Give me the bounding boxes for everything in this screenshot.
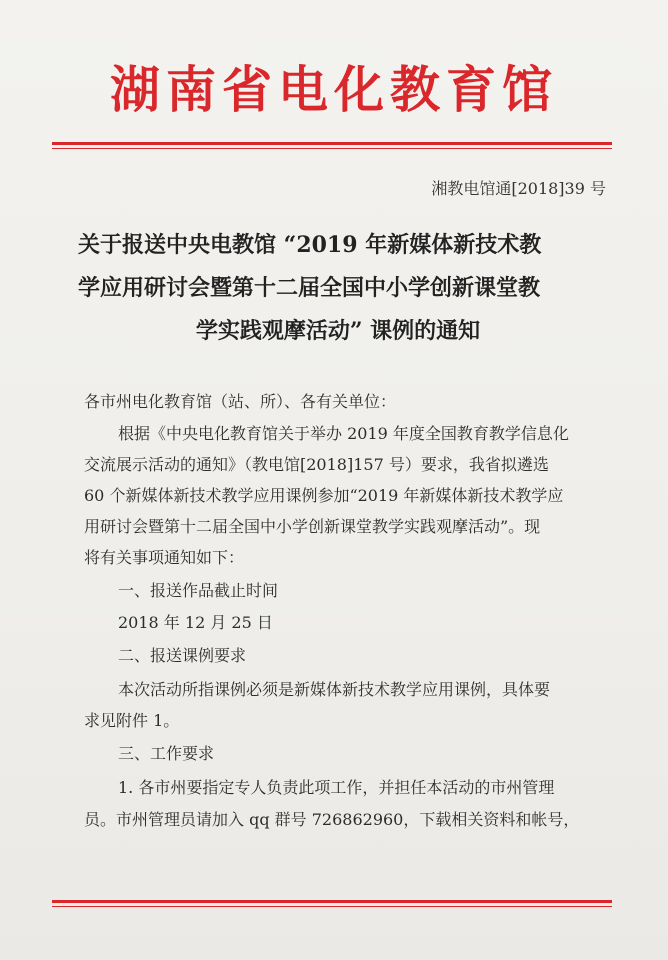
deadline-date: 2018 年 12 月 25 日	[118, 613, 273, 632]
letterhead-rule-thick	[52, 142, 612, 145]
notice-title-line: 学实践观摩活动” 课例的通知	[195, 318, 481, 344]
notice-title-line: 学应用研讨会暨第十二届全国中小学创新课堂教	[78, 275, 541, 301]
letterhead-title: 湖南省电化教育馆	[110, 61, 558, 119]
paragraph-line: 员。市州管理员请加入 qq 群号 726862960，下载相关资料和帐号，	[84, 810, 580, 829]
document-number: 湘教电馆通[2018]39 号	[431, 179, 606, 198]
letterhead-rule-thin	[52, 148, 612, 149]
notice-title	[78, 224, 598, 353]
paragraph-line: 1. 各市州要指定专人负责此项工作，并担任本活动的市州管理	[118, 778, 555, 797]
paragraph-line: 本次活动所指课例必须是新媒体新技术教学应用课例，具体要	[118, 680, 551, 699]
paragraph-line: 将有关事项通知如下：	[84, 548, 245, 567]
notice-title-line: 关于报送中央电教馆 “2019 年新媒体新技术教	[78, 232, 542, 258]
section-heading: 三、工作要求	[118, 744, 215, 763]
section-heading: 二、报送课例要求	[118, 646, 247, 665]
salutation: 各市州电化教育馆（站、所）、各有关单位：	[84, 392, 397, 411]
section-heading: 一、报送作品截止时间	[118, 581, 279, 600]
paragraph-line: 根据《中央电化教育馆关于举办 2019 年度全国教育教学信息化	[118, 424, 569, 443]
footer-rule-thick	[52, 900, 612, 903]
paragraph-line: 求见附件 1。	[84, 711, 180, 730]
paragraph-line: 用研讨会暨第十二届全国中小学创新课堂教学实践观摩活动”。现	[84, 517, 541, 536]
paragraph-line: 60 个新媒体新技术教学应用课例参加“2019 年新媒体新技术教学应	[84, 486, 564, 505]
footer-rule-thin	[52, 906, 612, 907]
paragraph-line: 交流展示活动的通知》（教电馆[2018]157 号）要求，我省拟遴选	[84, 455, 549, 474]
